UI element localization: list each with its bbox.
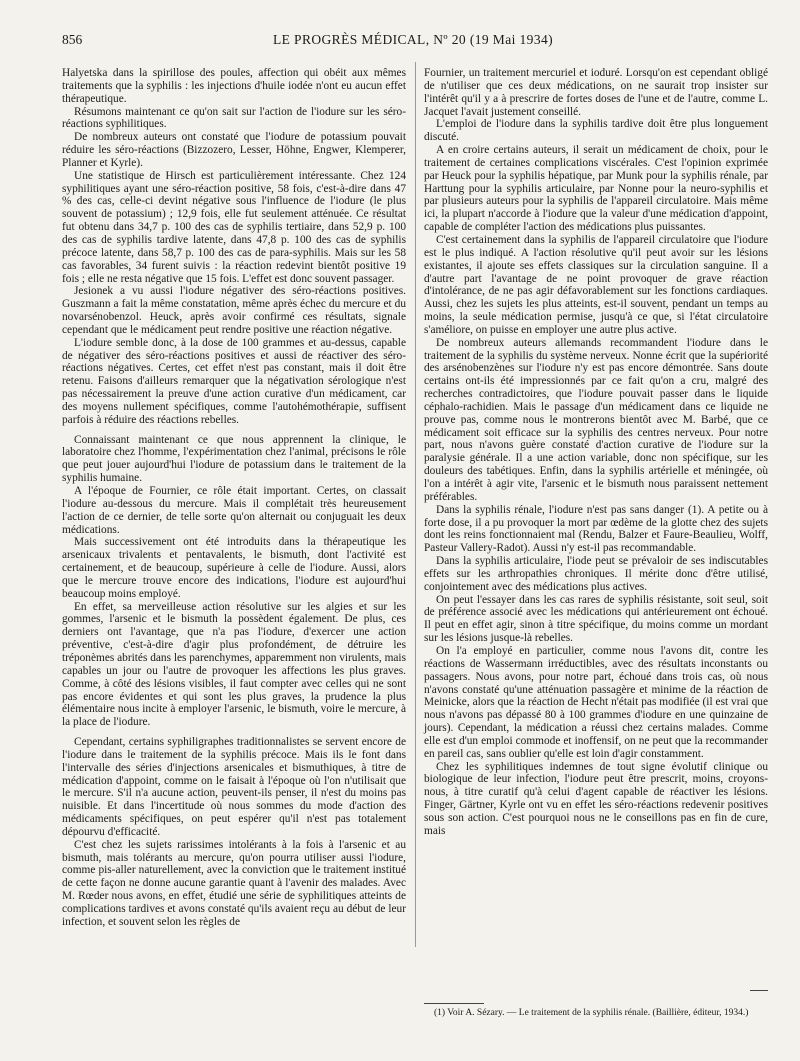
paragraph: De nombreux auteurs allemands recommandent l'iodure dans le traitement de la syphilis du système nerveux. Nonne écrit que la supériorité des arsénobenzènes sur l'iodure n'y est pas encore démontrée. Sans doute certains ont-ils été impressionnés par ce fait qu'on a cru, malgré des recherches contradictoires, que l'iodure pouvait passer dans le liquide céphalo-rachidien. Mais le passage d'un médicament dans ce liquide ne prouve pas, comme nous le montrerons bientôt avec M. Barbé, que ce médicament soit efficace sur la syphilis des centres nerveux. Pour notre part, nous n'avons guère constaté d'action curative de l'iodure sur la paralysie générale. Il a une action variable, donc non spécifique, sur les douleurs des tabétiques. Enfin, dans la syphilis artérielle et méningée, où l'on a intérêt à agir vite, l'arsenic et le bismuth nous paraissent nettement préférables. xyxy=(424,336,768,503)
paragraph: De nombreux auteurs ont constaté que l'iodure de potassium pouvait réduire les séro-réactions (Bizzozero, Lesser, Höhne, Engwer, Klemperer, Planner et Kyrle). xyxy=(62,131,406,169)
paragraph: L'iodure semble donc, à la dose de 100 grammes et au-dessus, capable de négativer des séro-réactions positives et aussi de réactiver des séro-réactions négatives. Certes, cet effet n'est pas constant, mais il doit être retenu. Faisons d'ailleurs remarquer que la négativation sérologique n'est pas nécessairement la preuve d'une action curative d'un médicament, car des moyens nullement spécifiques, comme l'autohémothérapie, suffisent parfois à réduire des réactions rebelles. xyxy=(62,336,406,426)
paragraph: Résumons maintenant ce qu'on sait sur l'action de l'iodure sur les séro-réactions syphilitiques. xyxy=(62,105,406,131)
left-column xyxy=(62,67,406,929)
paragraph: A l'époque de Fournier, ce rôle était important. Certes, on classait l'iodure au-dessous du mercure. Mais il complétait très heureusement l'action de ce dernier, de telle sorte qu'on alternait ou conjuguait les deux médications. xyxy=(62,485,406,536)
paragraph: Fournier, un traitement mercuriel et ioduré. Lorsqu'on est cependant obligé de n'utiliser que ces deux médications, on ne saurait trop insister sur l'intérêt qu'il y a à prescrire de fortes doses de l'une et de l'autre, comme L. Jacquet l'avait justement conseillé. xyxy=(424,67,768,118)
footnote: (1) Voir A. Sézary. — Le traitement de la syphilis rénale. (Baillière, éditeur, 1934.) xyxy=(434,1008,749,1018)
paragraph: Chez les syphilitiques indemnes de tout signe évolutif clinique ou biologique de leur infection, l'iodure peut être prescrit, moins, croyons-nous, à titre curatif qu'à celui d'agent capable de réactiver les lésions. Finger, Gärtner, Kyrle ont vu en effet les séro-réactions redevenir positives sous son action. C'est pourquoi nous ne le conseillons pas en fin de cure, mais xyxy=(424,760,768,837)
paragraph: L'emploi de l'iodure dans la syphilis tardive doit être plus longuement discuté. xyxy=(424,118,768,144)
right-column xyxy=(424,67,768,838)
page-header xyxy=(62,30,764,52)
column-divider xyxy=(415,62,416,947)
paragraph: On peut l'essayer dans les cas rares de syphilis résistante, soit seul, soit de préférence associé avec les médications qui antérieurement ont échoué. Il peut en effet agir, sinon à titre spécifique, du moins comme un mordant sur les lésions jusque-là rebelles. xyxy=(424,593,768,645)
paragraph: Connaissant maintenant ce que nous apprennent la clinique, le laboratoire chez l'homme, l'expérimentation chez l'animal, précisons le rôle que peut jouer aujourd'hui l'iodure de potassium dans le traitement de la syphilis humaine. xyxy=(62,433,406,485)
paragraph: Halyetska dans la spirillose des poules, affection qui obéit aux mêmes traitements que la syphilis : les injections d'huile iodée n'ont eu aucun effet thérapeutique. xyxy=(62,67,406,105)
paragraph: En effet, sa merveilleuse action résolutive sur les algies et sur les gommes, l'arsenic et le bismuth la possèdent également. De plus, ces derniers ont l'avantage, que n'a pas l'iodure, d'exercer une action préventive, c'est-à-dire d'agir plus profondément, de détruire les tréponèmes abrités dans les parenchymes, apparemment non virulents, mais capables un jour ou l'autre de provoquer les affections les plus graves. Comme, à côté des lésions visibles, il faut compter avec celles qui ne sont pas encore évidentes et qui sont les plus graves, la prudence la plus élémentaire nous incite à employer l'arsenic, le bismuth, voire le mercure, à la place de l'iodure. xyxy=(62,600,406,729)
paragraph: Jesionek a vu aussi l'iodure négativer des séro-réactions positives. Guszmann a fait la même constatation, même après échec du mercure et du novarsénobenzol. Heuck, après avoir confirmé ces résultats, signale cependant que le médicament peut rendre positive une réaction négative. xyxy=(62,285,406,336)
paragraph: Dans la syphilis articulaire, l'iode peut se prévaloir de ses indiscutables effets sur les arthropathies chroniques. Il mérite donc d'être utilisé, conjointement avec des médications plus actives. xyxy=(424,555,768,593)
paragraph: Dans la syphilis rénale, l'iodure n'est pas sans danger (1). A petite ou à forte dose, il a pu provoquer la mort par œdème de la glotte chez des sujets dont les reins fonctionnaient mal (Rendu, Balzer et Faure-Beaulieu, Wolff, Pasteur Vallery-Radot). Aussi n'y est-il pas recommandable. xyxy=(424,503,768,555)
footnote-rule xyxy=(424,1003,484,1004)
paragraph: C'est chez les sujets rarissimes intolérants à la fois à l'arsenic et au bismuth, mais tolérants au mercure, qu'on pourra utiliser aussi l'iodure, comme pis-aller naturellement, avec la conviction que le traitement institué de cette façon ne donne aucune garantie quant à l'avenir des malades. Avec M. Rœder nous avons, en effet, étudié une série de syphilitiques atteints de complications tardives et avons constaté qu'ils avaient reçu au début de leur infection, et souvent selon les règles de xyxy=(62,838,406,928)
page-number: 856 xyxy=(62,32,83,47)
paragraph: Une statistique de Hirsch est particulièrement intéressante. Chez 124 syphilitiques ayant une séro-réaction positive, 58 fois, c'est-à-dire dans 47 % des cas, celle-ci devint négative sous l'influence de l'iodure (le plus souvent de potassium) ; 12,9 fois, elle fut seulement atténuée. Ce résultat fut obtenu dans 34,7 p. 100 des cas de syphilis tertiaire, dans 52,9 p. 100 des cas de syphilis tardive latente, dans 47,8 p. 100 des cas de syphilis précoce latente, dans 58,7 p. 100 des cas de para-syphilis. Mais sur les 58 cas favorables, 34 furent suivis : la réaction redevint bientôt positive 19 fois ; elle ne resta négative que 15 fois. L'effet est donc souvent passager. xyxy=(62,169,406,285)
paragraph: C'est certainement dans la syphilis de l'appareil circulatoire que l'iodure est le plus indiqué. A l'action résolutive qu'il peut avoir sur les lésions existantes, il ajoute ses effets classiques sur la circulation sanguine. Il a d'autre part l'avantage de ne point provoquer de grave réaction d'intolérance, de ne pas agir défavorablement sur les fonctions cardiaques. Aussi, chez les sujets les plus atteints, est-il souvent, pendant un temps au moins, la seule médication permise, jusqu'à ce que, si l'état circulatoire s'améliore, on puisse en employer une autre plus active. xyxy=(424,233,768,336)
paragraph: A en croire certains auteurs, il serait un médicament de choix, pour le traitement de certaines complications viscérales. C'est l'opinion exprimée par Heuck pour la syphilis hépatique, par Munk pour la syphilis rénale, par Harttung pour la syphilis articulaire, par Nonne pour la neuro-syphilis et par plusieurs auteurs pour la syphilis de l'appareil circulatoire. Mais même ici, la plupart n'accorde à l'iodure que la valeur d'une médication d'appoint, capable de compléter l'action des médications plus puissantes. xyxy=(424,144,768,234)
paragraph: On l'a employé en particulier, comme nous l'avons dit, contre les réactions de Wassermann irréductibles, avec des résultats inconstants ou passagers. Nous avons, pour notre part, échoué dans trois cas, où nous n'avons constaté qu'une atténuation passagère et minime de la réaction de Meinicke, alors que la réaction de Hecht n'était pas modifiée (il est vrai que nous n'avons pas dépassé 80 à 100 grammes d'iodure en une quinzaine de jours). Cependant, la médication a réussi chez certains malades. Comme elle est d'un emploi commode et inoffensif, on ne peut que la recommander en pareil cas, sans oublier qu'elle est loin d'agir constamment. xyxy=(424,644,768,760)
running-title: LE PROGRÈS MÉDICAL, Nº 20 (19 Mai 1934) xyxy=(272,32,554,47)
paragraph: Mais successivement ont été introduits dans la thérapeutique les arsenicaux trivalents et pentavalents, le bismuth, dont l'activité est certainement, et de beaucoup, supérieure à celle de l'iodure. Aussi, alors que le mercure trouve encore des indications, l'iodure est aujourd'hui beaucoup moins employé. xyxy=(62,536,406,600)
paragraph: Cependant, certains syphiligraphes traditionnalistes se servent encore de l'iodure dans le traitement de la syphilis précoce. Mais ils le font dans l'intervalle des séries d'injections arsenicales et bismuthiques, à titre de médication d'appoint, comme on le faisait à l'époque où l'on n'utilisait que le mercure. S'il n'a aucune action, peuvent-ils penser, il n'est du moins pas nuisible. Et dans l'incertitude où nous sommes du mode d'action des médicaments spécifiques, on peut espérer qu'il n'est pas totalement dépourvu d'efficacité. xyxy=(62,736,406,838)
column-end-rule xyxy=(750,990,768,991)
